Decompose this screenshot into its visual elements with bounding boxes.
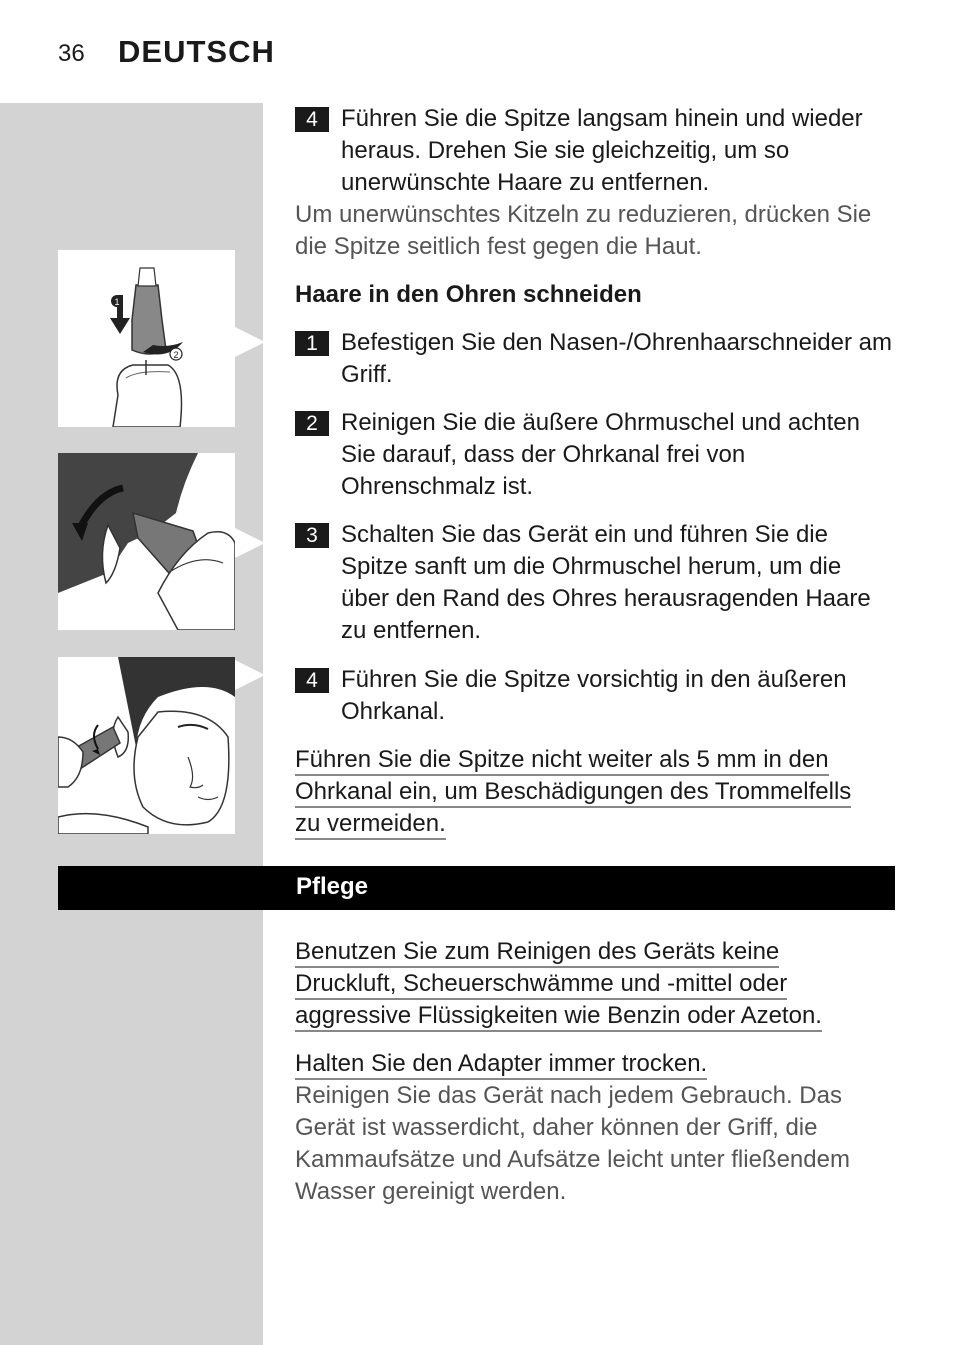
- figure-pointer: [235, 327, 265, 357]
- step-text: Führen Sie die Spitze langsam hinein und wieder heraus. Drehen Sie sie gleichzeitig, um so unerwünschte Haare zu entfernen.: [341, 105, 863, 196]
- ear-step-2: [295, 407, 895, 503]
- section-bar-care: [58, 866, 895, 910]
- care-warning-adapter: [295, 1048, 895, 1080]
- warning-line: Führen Sie die Spitze nicht weiter als 5 mm in den: [295, 746, 829, 776]
- figure-pointer: [235, 660, 265, 690]
- figure-label-1: 1: [114, 297, 120, 307]
- page-number: 36: [58, 40, 85, 67]
- figure-clean-ear: [58, 453, 235, 630]
- attach-trimmer-illustration: [58, 250, 235, 427]
- step-text: Reinigen Sie die äußere Ohrmuschel und achten Sie darauf, dass der Ohrkanal frei von Ohrenschmalz ist.: [341, 409, 860, 500]
- care-warning: [295, 936, 895, 1032]
- step-text: Schalten Sie das Gerät ein und führen Sie die Spitze sanft um die Ohrmuschel herum, um die über den Rand des Ohres herausragenden Haare zu entfernen.: [341, 521, 871, 644]
- step-number-badge: 4: [295, 668, 329, 693]
- step-number-badge: 3: [295, 523, 329, 548]
- step-text: Befestigen Sie den Nasen-/Ohrenhaarschneider am Griff.: [341, 329, 892, 388]
- ear-step-4: [295, 664, 895, 728]
- figure-pointer: [235, 528, 265, 558]
- page-language-title: DEUTSCH: [118, 34, 275, 69]
- step-number-badge: 4: [295, 107, 329, 132]
- warning-line: Benutzen Sie zum Reinigen des Geräts keine: [295, 938, 779, 968]
- ear-step-1: [295, 327, 895, 391]
- section-title-care: Pflege: [296, 873, 369, 900]
- warning-line: zu vermeiden.: [295, 810, 446, 840]
- care-note: Reinigen Sie das Gerät nach jedem Gebrauch. Das Gerät ist wasserdicht, daher können der Griff, die Kammaufsätze und Aufsätze leicht unter fließendem Wasser gereinigt werden.: [295, 1082, 850, 1205]
- step-number-badge: 1: [295, 331, 329, 356]
- figure-attach-trimmer: [58, 250, 235, 427]
- figure-label-2: 2: [173, 350, 179, 360]
- intro-step: [295, 103, 895, 199]
- trim-ear-illustration: [58, 657, 235, 834]
- step-text: Führen Sie die Spitze vorsichtig in den äußeren Ohrkanal.: [341, 666, 847, 725]
- figure-trim-ear: [58, 657, 235, 834]
- step-number-badge: 2: [295, 411, 329, 436]
- warning-line: aggressive Flüssigkeiten wie Benzin oder Azeton.: [295, 1002, 822, 1032]
- clean-ear-illustration: [58, 453, 235, 630]
- section-heading-ear: Haare in den Ohren schneiden: [295, 281, 642, 308]
- ear-warning: [295, 744, 895, 840]
- warning-line: Ohrkanal ein, um Beschädigungen des Trommelfells: [295, 778, 851, 808]
- warning-line: Druckluft, Scheuerschwämme und -mittel oder: [295, 970, 787, 1000]
- warning-line: Halten Sie den Adapter immer trocken.: [295, 1050, 707, 1080]
- ear-step-3: [295, 519, 895, 647]
- intro-note: Um unerwünschtes Kitzeln zu reduzieren, drücken Sie die Spitze seitlich fest gegen die Haut.: [295, 201, 872, 260]
